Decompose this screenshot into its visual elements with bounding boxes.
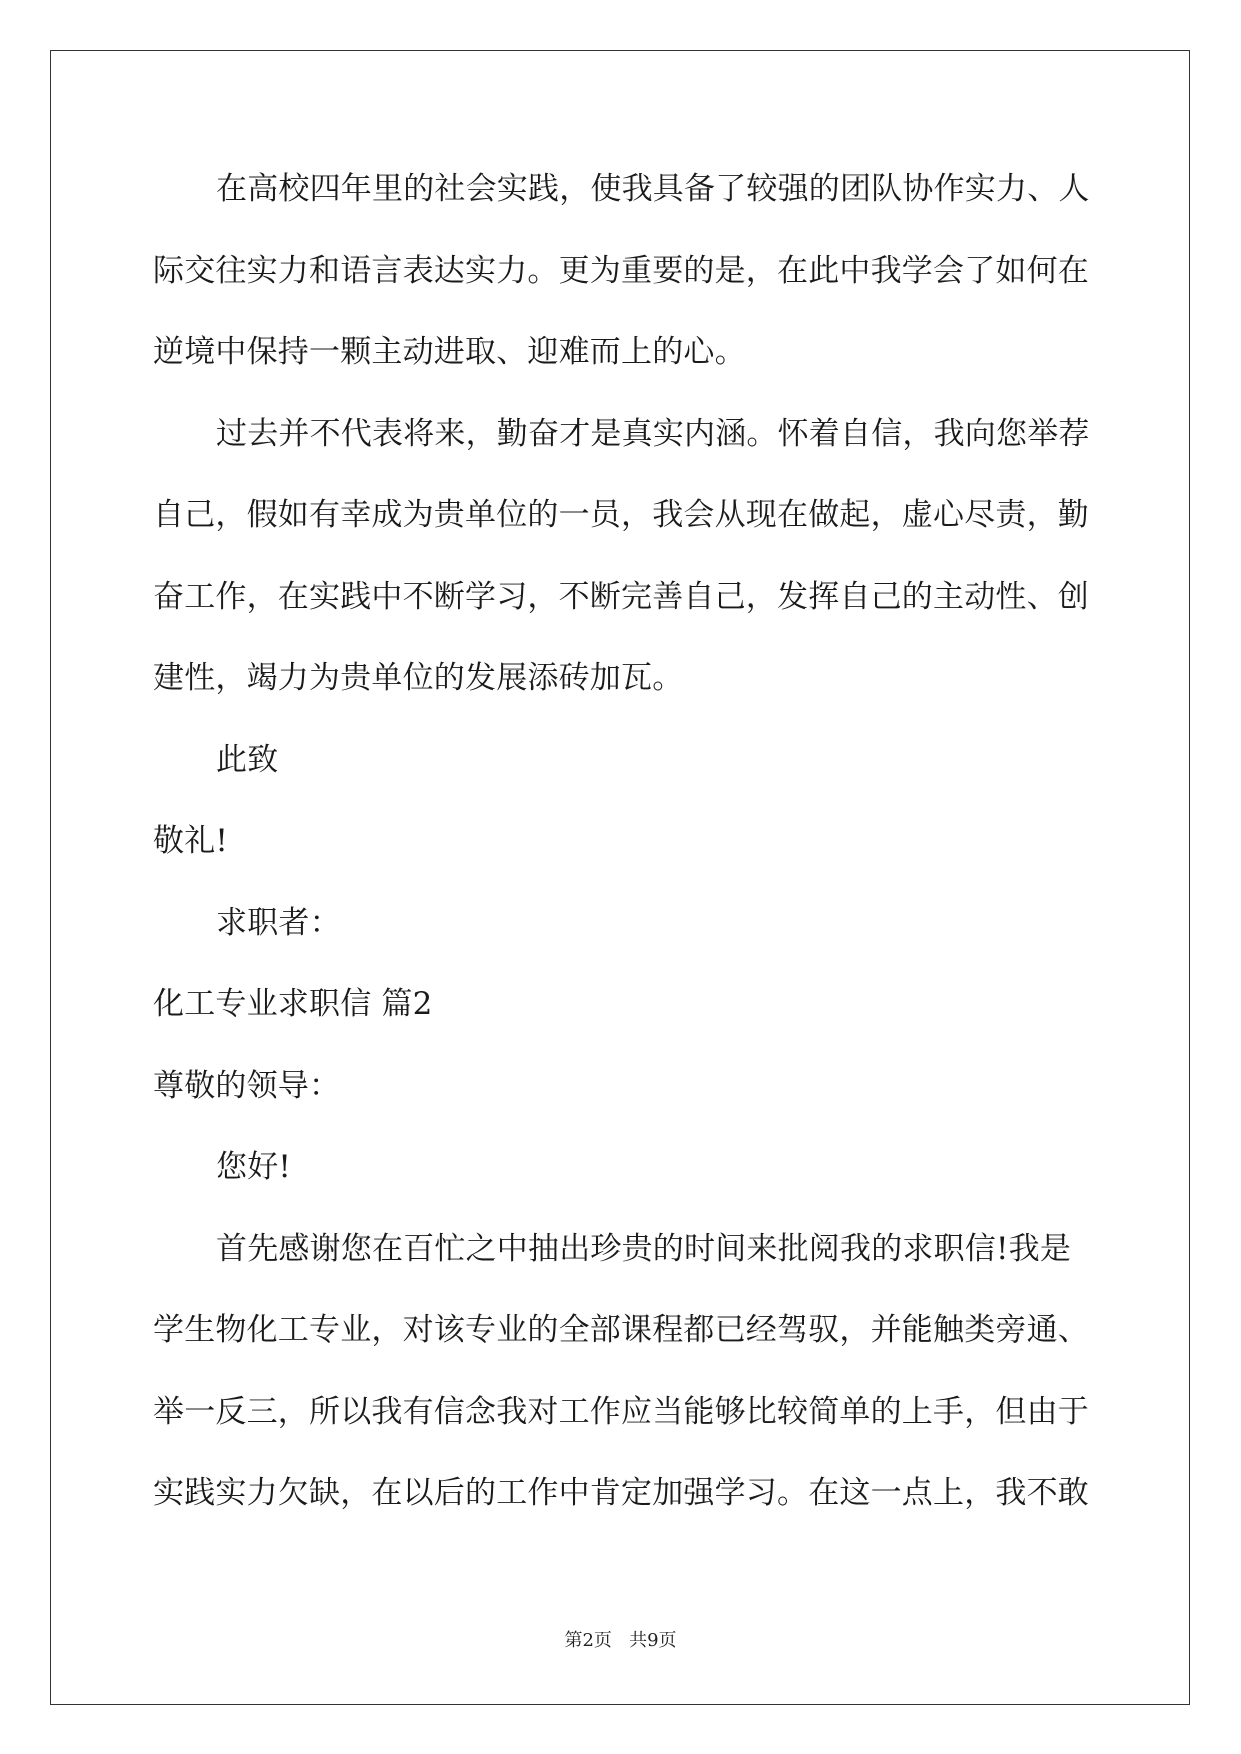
section-heading: 化工专业求职信 篇2: [153, 986, 433, 1022]
paragraph-line: 在高校四年里的社会实践，使我具备了较强的团队协作实力、人: [216, 171, 1090, 207]
paragraph-line: 举一反三，所以我有信念我对工作应当能够比较简单的上手，但由于: [153, 1393, 1089, 1430]
greeting-line: 尊敬的领导：: [153, 1067, 341, 1104]
signature-line: 求职者：: [216, 904, 341, 941]
paragraph-line: 际交往实力和语言表达实力。更为重要的是，在此中我学会了如何在: [153, 252, 1089, 289]
paragraph-line: 过去并不代表将来，勤奋才是真实内涵。怀着自信，我向您举荐: [216, 415, 1090, 452]
closing-line: 此致: [216, 741, 279, 778]
page-number-footer: 第2页 共9页: [564, 1630, 677, 1651]
salutation-line: 敬礼!: [153, 823, 229, 859]
paragraph-line: 逆境中保持一颗主动进取、迎难而上的心。: [153, 334, 746, 370]
paragraph-line: 建性，竭力为贵单位的发展添砖加瓦。: [153, 660, 684, 696]
greeting-line: 您好!: [216, 1149, 292, 1185]
paragraph-line: 奋工作，在实践中不断学习，不断完善自己，发挥自己的主动性、创: [153, 578, 1089, 615]
paragraph-line: 实践实力欠缺，在以后的工作中肯定加强学习。在这一点上，我不敢: [153, 1475, 1089, 1511]
paragraph-line: 首先感谢您在百忙之中抽出珍贵的时间来批阅我的求职信!我是: [216, 1230, 1072, 1267]
paragraph-line: 自己，假如有幸成为贵单位的一员，我会从现在做起，虚心尽责，勤: [153, 497, 1089, 533]
paragraph-line: 学生物化工专业，对该专业的全部课程都已经驾驭，并能触类旁通、: [153, 1312, 1089, 1348]
document-body: [153, 149, 1103, 1535]
